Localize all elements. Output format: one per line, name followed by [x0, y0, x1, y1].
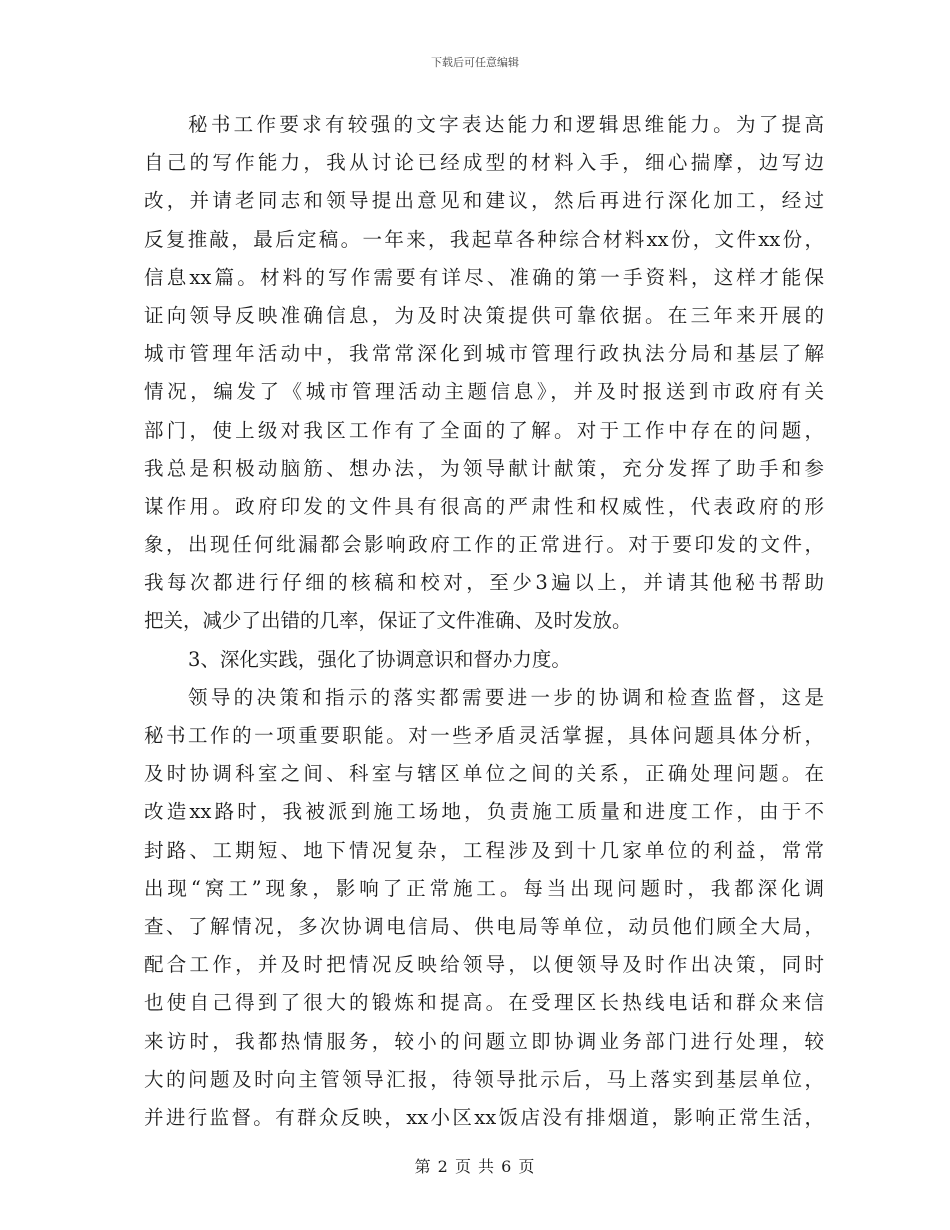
section-heading: 3、深化实践，强化了协调意识和督办力度。: [188, 647, 571, 671]
text-line: 把关，减少了出错的几率，保证了文件准确、及时发放。: [144, 609, 632, 633]
text-line: 象，出现任何纰漏都会影响政府工作的正常进行。对于要印发的文件，: [144, 533, 824, 557]
text-line: 并进行监督。有群众反映，xx小区xx饭店没有排烟道，影响正常生活，: [144, 1105, 824, 1129]
text-line: 配合工作，并及时把情况反映给领导，以便领导及时作出决策，同时: [144, 953, 824, 977]
text-line: 城市管理年活动中，我常常深化到城市管理行政执法分局和基层了解: [144, 342, 824, 366]
text-line: 改造xx路时，我被派到施工场地，负责施工质量和进度工作，由于不: [144, 800, 824, 824]
text-line: 也使自己得到了很大的锻炼和提高。在受理区长热线电话和群众来信: [144, 991, 824, 1015]
text-line: 秘书工作要求有较强的文字表达能力和逻辑思维能力。为了提高: [188, 113, 824, 136]
text-line: 查、了解情况，多次协调电信局、供电局等单位，动员他们顾全大局，: [144, 914, 824, 938]
text-line: 出现“窝工”现象，影响了正常施工。每当出现问题时，我都深化调: [144, 876, 824, 900]
text-line: 证向领导反映准确信息，为及时决策提供可靠依据。在三年来开展的: [144, 303, 824, 327]
text-line: 来访时，我都热情服务，较小的问题立即协调业务部门进行处理，较: [144, 1029, 824, 1053]
page-header: 下载后可任意编辑: [431, 56, 519, 69]
text-line: 情况，编发了《城市管理活动主题信息》，并及时报送到市政府有关: [144, 380, 824, 404]
text-line: 部门，使上级对我区工作有了全面的了解。对于工作中存在的问题，: [144, 418, 824, 442]
text-line: 秘书工作的一项重要职能。对一些矛盾灵活掌握，具体问题具体分析，: [144, 724, 824, 747]
text-line: 我每次都进行仔细的核稿和校对，至少3遍以上，并请其他秘书帮助: [144, 571, 824, 595]
text-line: 封路、工期短、地下情况复杂，工程涉及到十几家单位的利益，常常: [144, 838, 824, 862]
text-line: 领导的决策和指示的落实都需要进一步的协调和检查监督，这是: [188, 685, 824, 709]
text-line: 我总是积极动脑筋、想办法，为领导献计献策，充分发挥了助手和参: [144, 456, 824, 480]
text-line: 谋作用。政府印发的文件具有很高的严肃性和权威性，代表政府的形: [144, 494, 824, 518]
page-footer: 第 2 页 共 6 页: [414, 1157, 536, 1176]
text-line: 信息xx篇。材料的写作需要有详尽、准确的第一手资料，这样才能保: [144, 265, 824, 289]
text-line: 大的问题及时向主管领导汇报，待领导批示后，马上落实到基层单位，: [144, 1067, 824, 1091]
text-line: 反复推敲，最后定稿。一年来，我起草各种综合材料xx份，文件xx份，: [144, 227, 824, 251]
text-line: 自己的写作能力，我从讨论已经成型的材料入手，细心揣摩，边写边: [144, 151, 824, 175]
text-line: 及时协调科室之间、科室与辖区单位之间的关系，正确处理问题。在: [144, 762, 824, 786]
text-line: 改，并请老同志和领导提出意见和建议，然后再进行深化加工，经过: [144, 189, 824, 213]
document-body: [144, 106, 824, 1137]
